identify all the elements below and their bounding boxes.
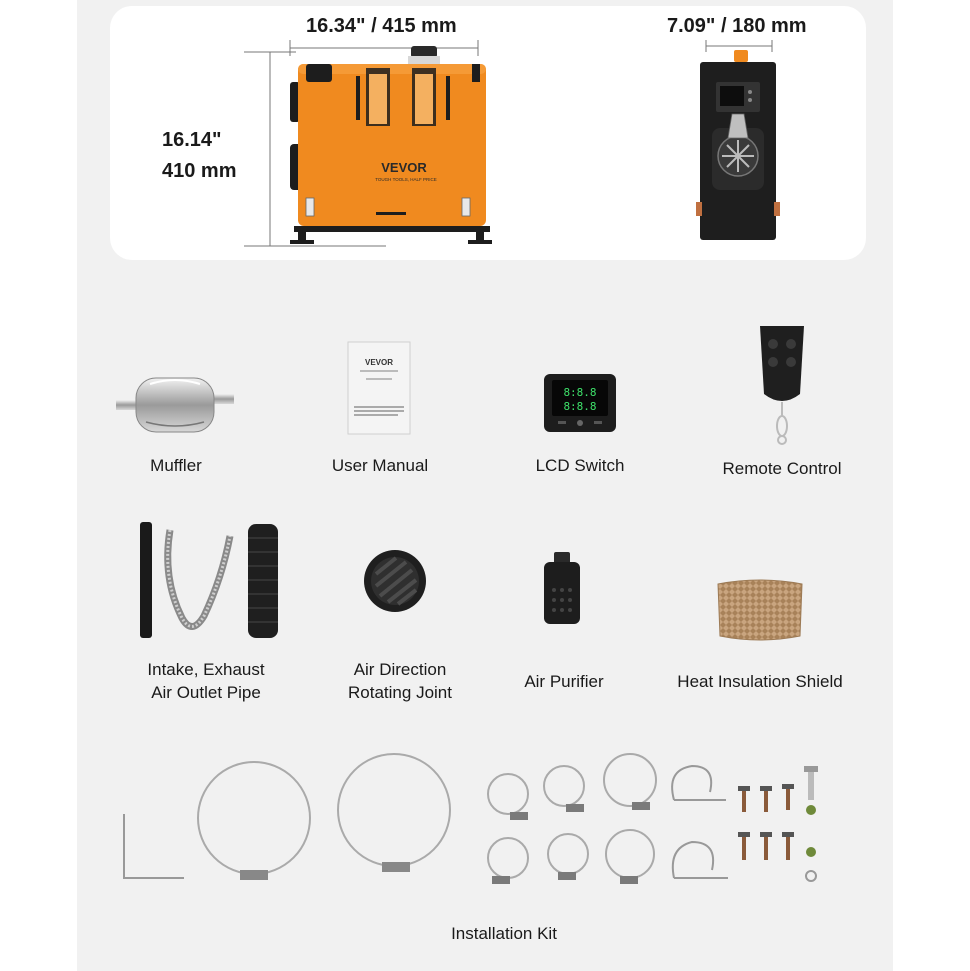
height-dimension-mm: 410 mm [162, 160, 237, 182]
lcd-switch-image [542, 372, 618, 434]
installation-kit-label: Installation Kit [451, 924, 557, 943]
depth-dimension: 7.09" / 180 mm [667, 15, 807, 37]
rotating-joint-label [348, 658, 452, 704]
user-manual-image [346, 340, 412, 436]
pipes-label [147, 658, 264, 704]
remote-control-label: Remote Control [722, 459, 842, 478]
height-dimension-inches: 16.14" [162, 129, 222, 151]
pipes-label-line1: Intake, Exhaust [147, 660, 265, 679]
heater-side-image [686, 36, 790, 244]
heater-brand-text: VEVOR [381, 160, 427, 175]
svg-text:8:8.8: 8:8.8 [563, 400, 597, 413]
remote-control-image [754, 322, 810, 448]
air-purifier-image [540, 550, 584, 628]
pipes-image [134, 518, 286, 642]
pipes-label-line2: Air Outlet Pipe [151, 683, 261, 702]
rotating-joint-label-line2: Rotating Joint [348, 683, 452, 702]
rotating-joint-label-line1: Air Direction [353, 660, 447, 679]
air-purifier-label: Air Purifier [524, 672, 604, 691]
svg-text:8:8.8: 8:8.8 [563, 386, 597, 399]
lcd-switch-label: LCD Switch [535, 456, 625, 475]
muffler-label: Muffler [150, 456, 202, 475]
user-manual-label: User Manual [331, 456, 429, 475]
muffler-image [110, 372, 240, 438]
rotating-joint-image [362, 548, 428, 614]
installation-kit-image [118, 748, 830, 890]
heater-tagline-text: TOUGH TOOLS, HALF PRICE [375, 177, 437, 182]
heater-front-image [236, 36, 496, 250]
manual-brand-text: VEVOR [364, 358, 394, 367]
heat-shield-image [714, 574, 806, 644]
width-dimension: 16.34" / 415 mm [306, 15, 457, 37]
heat-shield-label: Heat Insulation Shield [677, 672, 843, 691]
